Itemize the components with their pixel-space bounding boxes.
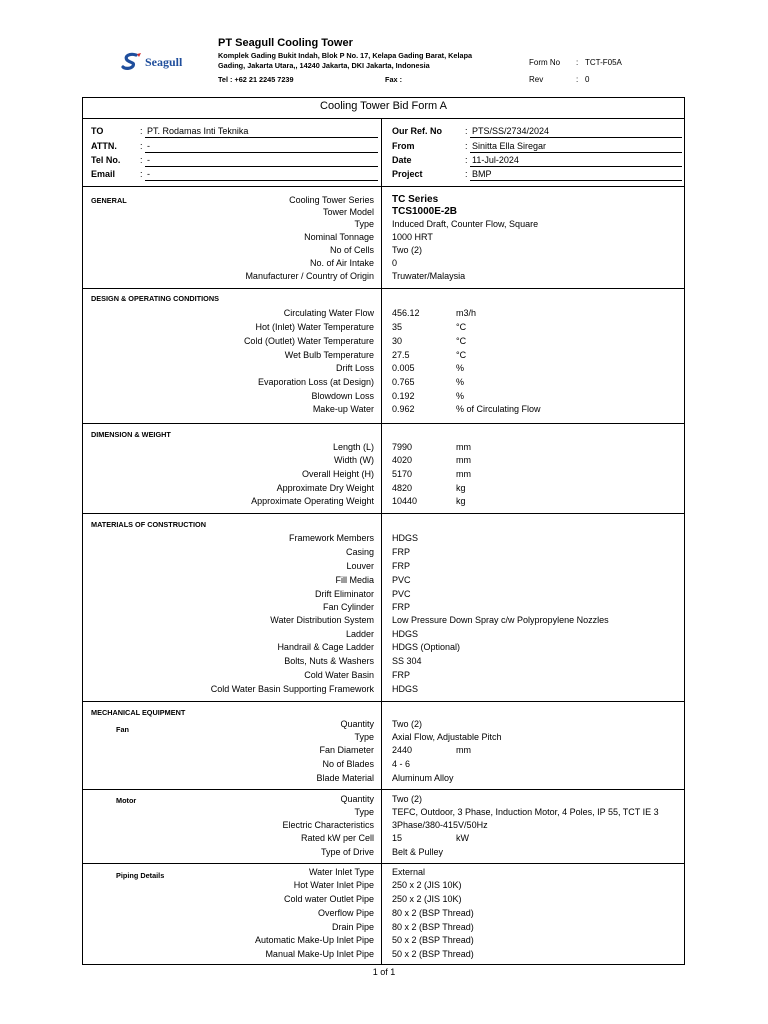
design-row-unit: °C [456, 350, 467, 360]
divider [82, 701, 685, 702]
fan-row-label: No of Blades [322, 759, 374, 769]
motor-row-unit: kW [456, 833, 469, 843]
materials-row-value: PVC [392, 575, 411, 585]
form-no-label: Form No [529, 58, 561, 67]
motor-row-label: Type [354, 807, 374, 817]
divider [82, 288, 685, 289]
dimension-row-value: 4020 [392, 455, 413, 465]
dimension-row-label: Width (W) [334, 455, 374, 465]
general-row-value: Two (2) [392, 245, 423, 255]
materials-row-value: HDGS (Optional) [392, 642, 461, 652]
design-row-unit: °C [456, 322, 467, 332]
motor-row-value: 3Phase/380-415V/50Hz [392, 820, 488, 830]
divider [82, 423, 685, 424]
info-right-colon: : [465, 169, 468, 179]
info-left-underline [145, 137, 378, 138]
design-row-label: Make-up Water [312, 404, 374, 414]
info-right-colon: : [465, 155, 468, 165]
design-row-value: 0.962 [392, 404, 415, 414]
design-row-label: Wet Bulb Temperature [284, 350, 374, 360]
fan-row-label: Blade Material [316, 773, 374, 783]
company-address [218, 51, 528, 71]
dimension-row-unit: kg [456, 483, 466, 493]
design-row-unit: % [456, 363, 465, 373]
form-frame [82, 97, 685, 965]
general-row-value: 0 [392, 258, 398, 268]
info-right-label: Project [392, 169, 423, 179]
piping-row-value: 80 x 2 (BSP Thread) [392, 908, 474, 918]
company-fax: Fax : [385, 75, 403, 84]
materials-row-value: FRP [392, 602, 410, 612]
materials-row-label: Drift Eliminator [314, 589, 374, 599]
fan-row-value: Axial Flow, Adjustable Pitch [392, 732, 502, 742]
fan-row-label: Fan Diameter [319, 745, 374, 755]
fan-row-unit: mm [456, 745, 471, 755]
info-left-label: TO [91, 126, 104, 136]
materials-row-label: Fan Cylinder [322, 602, 374, 612]
general-row-label: Nominal Tonnage [304, 232, 374, 242]
motor-row-label: Quantity [340, 794, 374, 804]
seagull-logo-icon [120, 52, 144, 72]
divider [82, 513, 685, 514]
info-left-label: ATTN. [91, 141, 117, 151]
dimension-row-unit: mm [456, 442, 471, 452]
design-row-unit: m3/h [456, 308, 477, 318]
materials-row-label: Louver [346, 561, 374, 571]
piping-row-value: 50 x 2 (BSP Thread) [392, 935, 474, 945]
dimension-row-label: Approximate Operating Weight [251, 496, 374, 506]
info-left-label: Tel No. [91, 155, 121, 165]
section-title-mechanical: MECHANICAL EQUIPMENT [91, 708, 186, 717]
materials-row-value: HDGS [392, 629, 419, 639]
design-row-value: 27.5 [392, 350, 410, 360]
materials-row-label: Water Distribution System [270, 615, 374, 625]
design-row-value: 0.765 [392, 377, 415, 387]
piping-row-label: Drain Pipe [331, 922, 374, 932]
piping-row-value: 50 x 2 (BSP Thread) [392, 949, 474, 959]
dimension-row-value: 7990 [392, 442, 413, 452]
address-line-1: Komplek Gading Bukit Indah, Blok P No. 17, Kelapa Gading Barat, Kelapa [218, 51, 473, 60]
general-row-label: No of Cells [329, 245, 374, 255]
divider [82, 186, 685, 187]
design-row-label: Blowdown Loss [311, 391, 374, 401]
subsection-title-fan: Fan [116, 725, 129, 734]
form-no-value: TCT-F05A [585, 58, 622, 67]
info-right-underline [470, 152, 682, 153]
motor-row-value: TEFC, Outdoor, 3 Phase, Induction Motor, 4 Poles, IP 55, TCT IE 3 [392, 807, 659, 817]
piping-row-label: Automatic Make-Up Inlet Pipe [254, 935, 374, 945]
piping-row-label: Hot Water Inlet Pipe [293, 880, 374, 890]
info-right-value: 11-Jul-2024 [472, 155, 519, 165]
design-row-unit: % [456, 391, 465, 401]
subsection-title-motor: Motor [116, 796, 137, 805]
design-row-label: Circulating Water Flow [283, 308, 374, 318]
info-left-label: Email [91, 169, 116, 179]
motor-row-label: Rated kW per Cell [300, 833, 374, 843]
fan-row-value: 4 - 6 [392, 759, 411, 769]
info-right-value: PTS/SS/2734/2024 [472, 126, 550, 136]
materials-row-label: Handrail & Cage Ladder [277, 642, 374, 652]
dimension-row-label: Length (L) [332, 442, 374, 452]
company-name: PT Seagull Cooling Tower [218, 37, 353, 49]
design-row-value: 456.12 [392, 308, 420, 318]
fan-row-value: Two (2) [392, 719, 423, 729]
dimension-row-value: 5170 [392, 469, 413, 479]
info-right-colon: : [465, 141, 468, 151]
section-title-design: DESIGN & OPERATING CONDITIONS [91, 294, 219, 303]
info-left-value: - [147, 169, 150, 179]
piping-row-label: Manual Make-Up Inlet Pipe [265, 949, 374, 959]
info-left-colon: : [140, 155, 143, 165]
form-no-colon: : [576, 58, 579, 67]
piping-row-label: Overflow Pipe [317, 908, 374, 918]
general-row-value: 1000 HRT [392, 232, 433, 242]
materials-row-label: Framework Members [288, 533, 374, 543]
design-row-value: 0.005 [392, 363, 415, 373]
piping-row-value: 80 x 2 (BSP Thread) [392, 922, 474, 932]
logo-text: Seagull [145, 55, 183, 69]
info-left-value: PT. Rodamas Inti Teknika [147, 126, 249, 136]
info-right-label: Date [392, 155, 412, 165]
motor-row-value: Belt & Pulley [392, 847, 444, 857]
general-row-value: Truwater/Malaysia [392, 271, 466, 281]
info-left-colon: : [140, 169, 143, 179]
info-right-underline [470, 180, 682, 181]
info-left-colon: : [140, 141, 143, 151]
materials-row-value: FRP [392, 561, 410, 571]
general-row-label: No. of Air Intake [309, 258, 374, 268]
design-row-value: 0.192 [392, 391, 415, 401]
design-row-unit: % [456, 377, 465, 387]
materials-row-label: Bolts, Nuts & Washers [284, 656, 374, 666]
general-row-value: TCS1000E-2B [392, 206, 458, 217]
design-row-label: Evaporation Loss (at Design) [257, 377, 374, 387]
info-left-value: - [147, 141, 150, 151]
materials-row-value: PVC [392, 589, 411, 599]
dimension-row-value: 10440 [392, 496, 418, 506]
info-right-value: BMP [472, 169, 492, 179]
piping-row-label: Cold water Outlet Pipe [283, 894, 374, 904]
general-row-label: Manufacturer / Country of Origin [245, 271, 374, 281]
page-footer: 1 of 1 [372, 967, 396, 977]
divider [82, 789, 685, 790]
general-row-label: Cooling Tower Series [289, 195, 374, 205]
materials-row-value: HDGS [392, 533, 419, 543]
dimension-row-value: 4820 [392, 483, 413, 493]
info-left-colon: : [140, 126, 143, 136]
fan-row-value: 2440 [392, 745, 413, 755]
design-row-label: Cold (Outlet) Water Temperature [243, 336, 374, 346]
design-row-label: Hot (Inlet) Water Temperature [255, 322, 374, 332]
materials-row-label: Casing [345, 547, 374, 557]
motor-row-value: 15 [392, 833, 403, 843]
general-row-value: TC Series [392, 194, 439, 205]
materials-row-value: HDGS [392, 684, 419, 694]
info-right-label: Our Ref. No [392, 126, 443, 136]
piping-row-label: Water Inlet Type [308, 867, 374, 877]
general-row-value: Induced Draft, Counter Flow, Square [392, 219, 539, 229]
design-row-value: 30 [392, 336, 403, 346]
rev-colon: : [576, 75, 579, 84]
general-row-label: Tower Model [322, 207, 374, 217]
dimension-row-label: Overall Height (H) [301, 469, 374, 479]
materials-row-label: Cold Water Basin Supporting Framework [210, 684, 374, 694]
form-title: Cooling Tower Bid Form A [320, 100, 447, 112]
info-right-label: From [392, 141, 415, 151]
section-title-dimension: DIMENSION & WEIGHT [91, 430, 171, 439]
section-title-materials: MATERIALS OF CONSTRUCTION [91, 520, 206, 529]
materials-row-value: FRP [392, 670, 410, 680]
design-row-unit: °C [456, 336, 467, 346]
subsection-title-piping: Piping Details [116, 871, 165, 880]
dimension-row-unit: mm [456, 455, 471, 465]
materials-row-label: Cold Water Basin [304, 670, 374, 680]
design-row-value: 35 [392, 322, 403, 332]
dimension-row-unit: kg [456, 496, 466, 506]
materials-row-value: SS 304 [392, 656, 422, 666]
info-right-underline [470, 166, 682, 167]
design-row-unit: % of Circulating Flow [456, 404, 541, 414]
info-right-colon: : [465, 126, 468, 136]
piping-row-value: External [392, 867, 426, 877]
divider [82, 118, 685, 119]
address-line-2: Gading, Jakarta Utara,, 14240 Jakarta, DKI Jakarta, Indonesia [218, 61, 430, 70]
info-left-underline [145, 166, 378, 167]
piping-row-value: 250 x 2 (JIS 10K) [392, 894, 462, 904]
info-left-value: - [147, 155, 150, 165]
materials-row-value: FRP [392, 547, 410, 557]
info-left-underline [145, 152, 378, 153]
info-right-underline [470, 137, 682, 138]
materials-row-value: Low Pressure Down Spray c/w Polypropylene Nozzles [392, 615, 609, 625]
motor-row-label: Type of Drive [320, 847, 374, 857]
fan-row-label: Type [354, 732, 374, 742]
piping-row-value: 250 x 2 (JIS 10K) [392, 880, 462, 890]
company-tel: Tel : +62 21 2245 7239 [218, 75, 294, 84]
dimension-row-label: Approximate Dry Weight [276, 483, 374, 493]
fan-row-value: Aluminum Alloy [392, 773, 454, 783]
motor-row-label: Electric Characteristics [282, 820, 374, 830]
info-left-underline [145, 180, 378, 181]
section-title-general: GENERAL [91, 196, 127, 205]
info-right-value: Sinitta Ella Siregar [472, 141, 547, 151]
rev-value: 0 [585, 75, 590, 84]
fan-row-label: Quantity [340, 719, 374, 729]
column-divider [381, 118, 382, 964]
materials-row-label: Fill Media [335, 575, 374, 585]
materials-row-label: Ladder [345, 629, 374, 639]
design-row-label: Drift Loss [335, 363, 374, 373]
general-row-label: Type [354, 219, 374, 229]
motor-row-value: Two (2) [392, 794, 423, 804]
rev-label: Rev [529, 75, 544, 84]
divider [82, 863, 685, 864]
dimension-row-unit: mm [456, 469, 471, 479]
